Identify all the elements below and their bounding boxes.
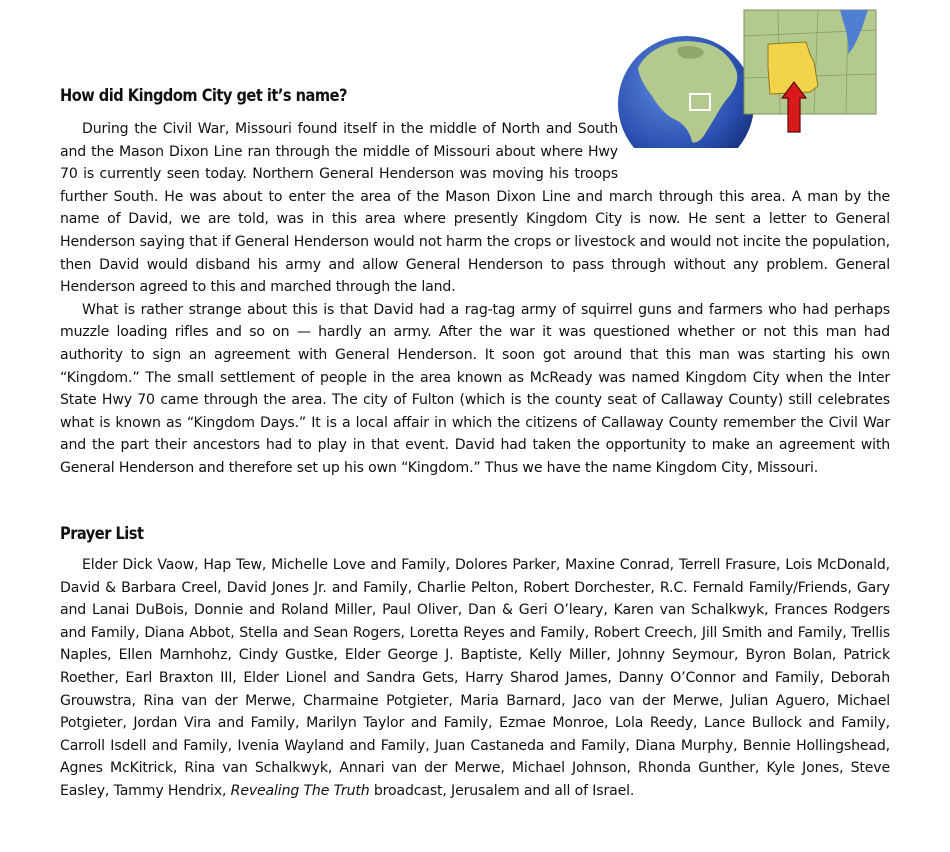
prayer-list-ending: broadcast, Jerusalem and all of Israel. — [369, 782, 635, 799]
broadcast-title: Revealing The Truth — [230, 782, 370, 799]
missouri-state-map — [744, 10, 876, 114]
heading-kingdom-city: How did Kingdom City get it’s name? — [60, 86, 347, 106]
heading-prayer-list: Prayer List — [60, 524, 144, 544]
prayer-list-text — [60, 554, 890, 803]
kingdom-city-article — [60, 118, 890, 480]
prayer-names: Elder Dick Vaow, Hap Tew, Michelle Love and Family, Dolores Parker, Maxine Conrad, Terrell Frasure, Lois McDonald, David & Barbara Creel, David Jones Jr. and Family, Charlie Pelton, Robert Dorchester, R.C. Fernald Family/Friends, Gary and Lanai DuBois, Donnie and Roland Miller, Paul Oliver, Dan & Geri O’leary, Karen van Schalkwyk, Frances Rodgers and Family, Diana Abbot, Stella and Sean Rogers, Loretta Reyes and Family, Robert Creech, Jill Smith and Family, Trellis Naples, Ellen Marnhohz, Cindy Gustke, Elder George J. Baptiste, Kelly Miller, Johnny Seymour, Byron Bolan, Patrick Roether, Earl Braxton III, Elder Lionel and Sandra Gets, Harry Sharod James, Danny O’Connor and Family, Deborah Grouwstra, Rina van der Merwe, Charmaine Potgieter, Maria Barnard, Jaco van der Merwe, Julian Aguero, Michael Potgieter, Jordan Vira and Family, Marilyn Taylor and Family, Ezmae Monroe, Lola Reedy, Lance Bullock and Family, Carroll Isdell and Family, Ivenia Wayland and Family, Juan Castaneda and Family, Diana Murphy, Bennie Hollingshead, Agnes McKitrick, Rina van Schalkwyk, Annari van der Merwe, Michael Johnson, Rhonda Gunther, Kyle Jones, Steve Easley, Tammy Hendrix, — [60, 557, 890, 799]
article-paragraph-2: What is rather strange about this is that David had a rag-tag army of squirrel guns and farmers who had perhaps muzzle loading rifles and so on — hardly an army. After the war it was questioned whether or not this man had authority to sign an agreement with General Henderson. It soon got around that this man was starting his own “Kingdom.” The small settlement of people in the area known as McReady was named Kingdom City when the Inter State Hwy 70 came through the area. The city of Fulton (which is the county seat of Callaway County) still celebrates what is known as “Kingdom Days.” It is a local affair in which the citizens of Callaway County remember the Civil War and the part their ancestors had to play in that event. David had taken the opportunity to make an agreement with General Henderson and therefore set up his own “Kingdom.” Thus we have the name Kingdom City, Missouri. — [60, 301, 890, 476]
prayer-list — [60, 554, 890, 803]
article-paragraph-1: During the Civil War, Missouri found itself in the middle of North and South and the Mason Dixon Line ran through the middle of Missouri about where Hwy 70 is currently seen today. Northern General Henderson was moving his troops further South. He was about to enter the area of the Mason Dixon Line and march through this area. A man by the name of David, we are told, was in this area where presently Kingdom City is now. He sent a letter to General Henderson saying that if General Henderson would not harm the crops or livestock and would not incite the population, then David would disband his army and allow General Henderson to pass through without any problem. General Henderson agreed to this and marched through the land. — [60, 121, 890, 296]
